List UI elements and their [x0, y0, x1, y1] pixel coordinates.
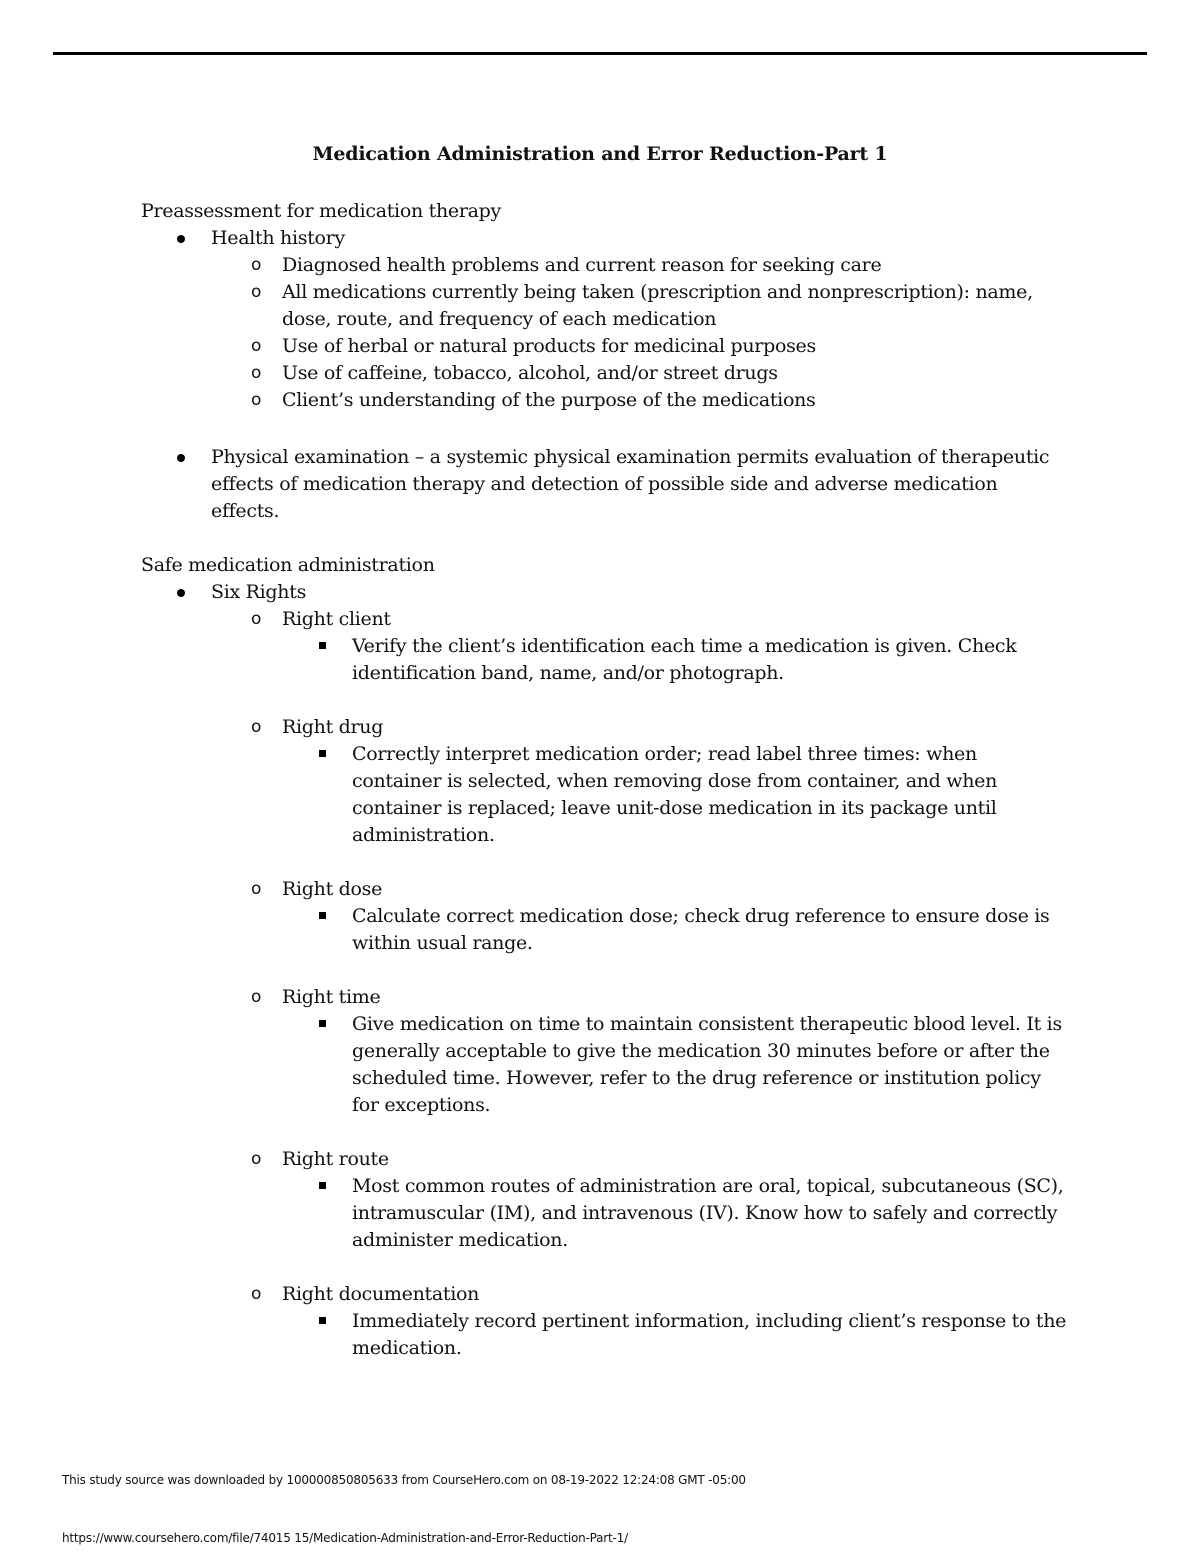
circle-bullet-icon: o: [251, 1149, 262, 1169]
circle-bullet-icon: o: [251, 879, 262, 899]
right-detail: [141, 903, 1071, 957]
right-heading: [141, 876, 1071, 903]
square-bullet-icon: [319, 1020, 326, 1027]
document-title: Medication Administration and Error Reduction-Part 1: [312, 143, 888, 165]
list-item-label: Physical examination – a systemic physical examination permits evaluation of therapeutic effects of medication therapy and detection of possible side and adverse medication effects.: [211, 446, 1050, 522]
sub-item-text: All medications currently being taken (prescription and nonprescription): name, dose, route, and frequency of each medication: [282, 281, 1033, 330]
right-detail-text: Give medication on time to maintain consistent therapeutic blood level. It is generally acceptable to give the medication 30 minutes before or after the scheduled time. However, refer to the drug reference or institution policy for exceptions.: [352, 1013, 1062, 1116]
circle-bullet-icon: o: [251, 609, 262, 629]
square-bullet-icon: [319, 750, 326, 757]
circle-bullet-icon: o: [251, 336, 262, 356]
circle-bullet-icon: o: [251, 987, 262, 1007]
sub-item-text: Client’s understanding of the purpose of the medications: [282, 389, 816, 411]
square-bullet-icon: [319, 1182, 326, 1189]
right-detail: [141, 1308, 1071, 1362]
document-body: [141, 198, 1071, 1362]
section-heading-safe-administration: Safe medication administration: [141, 554, 435, 576]
right-heading: [141, 714, 1071, 741]
source-url[interactable]: https://www.coursehero.com/file/74015 15/Medication-Administration-and-Error-Reduction-Part-1/: [62, 1531, 628, 1545]
circle-bullet-icon: o: [251, 282, 262, 302]
right-heading: [141, 606, 1071, 633]
circle-bullet-icon: o: [251, 255, 262, 275]
right-detail: [141, 1011, 1071, 1119]
sub-item: [141, 360, 1071, 387]
circle-bullet-icon: o: [251, 717, 262, 737]
sub-item: [141, 387, 1071, 414]
download-notice: This study source was downloaded by 100000850805633 from CourseHero.com on 08-19-2022 12:24:08 GMT -05:00: [62, 1473, 746, 1487]
bullet-icon: [177, 235, 185, 243]
right-name: Right time: [282, 986, 381, 1008]
right-detail-text: Calculate correct medication dose; check drug reference to ensure dose is within usual range.: [352, 905, 1050, 954]
sub-item-text: Use of herbal or natural products for medicinal purposes: [282, 335, 816, 357]
right-heading: [141, 1146, 1071, 1173]
sub-item: [141, 333, 1071, 360]
right-detail: [141, 741, 1071, 849]
sub-item: [141, 252, 1071, 279]
section-heading-preassessment: Preassessment for medication therapy: [141, 200, 501, 222]
right-detail-text: Correctly interpret medication order; read label three times: when container is selected, when removing dose from container, and when container is replaced; leave unit-dose medication in its package until administration.: [352, 743, 998, 846]
square-bullet-icon: [319, 912, 326, 919]
right-heading: [141, 984, 1071, 1011]
right-name: Right dose: [282, 878, 383, 900]
list-item-physical-examination: [141, 444, 1071, 525]
bullet-icon: [177, 589, 185, 597]
circle-bullet-icon: o: [251, 390, 262, 410]
right-detail-text: Verify the client’s identification each time a medication is given. Check identification band, name, and/or photograph.: [352, 635, 1017, 684]
right-detail: [141, 1173, 1071, 1254]
list-item-label: Six Rights: [211, 581, 307, 603]
right-heading: [141, 1281, 1071, 1308]
sub-item-text: Use of caffeine, tobacco, alcohol, and/or street drugs: [282, 362, 778, 384]
right-detail-text: Most common routes of administration are oral, topical, subcutaneous (SC), intramuscular (IM), and intravenous (IV). Know how to safely and correctly administer medication.: [352, 1175, 1064, 1251]
right-name: Right client: [282, 608, 391, 630]
right-detail: [141, 633, 1071, 687]
right-name: Right route: [282, 1148, 389, 1170]
list-item-label: Health history: [211, 227, 345, 249]
square-bullet-icon: [319, 642, 326, 649]
right-name: Right drug: [282, 716, 384, 738]
sub-item-text: Diagnosed health problems and current reason for seeking care: [282, 254, 882, 276]
bullet-icon: [177, 454, 185, 462]
sub-item: [141, 279, 1071, 333]
list-item-health-history: [141, 225, 1071, 252]
circle-bullet-icon: o: [251, 363, 262, 383]
right-name: Right documentation: [282, 1283, 480, 1305]
header-rule: [53, 52, 1147, 55]
right-detail-text: Immediately record pertinent information, including client’s response to the medication.: [352, 1310, 1067, 1359]
list-item-six-rights: [141, 579, 1071, 606]
square-bullet-icon: [319, 1317, 326, 1324]
circle-bullet-icon: o: [251, 1284, 262, 1304]
